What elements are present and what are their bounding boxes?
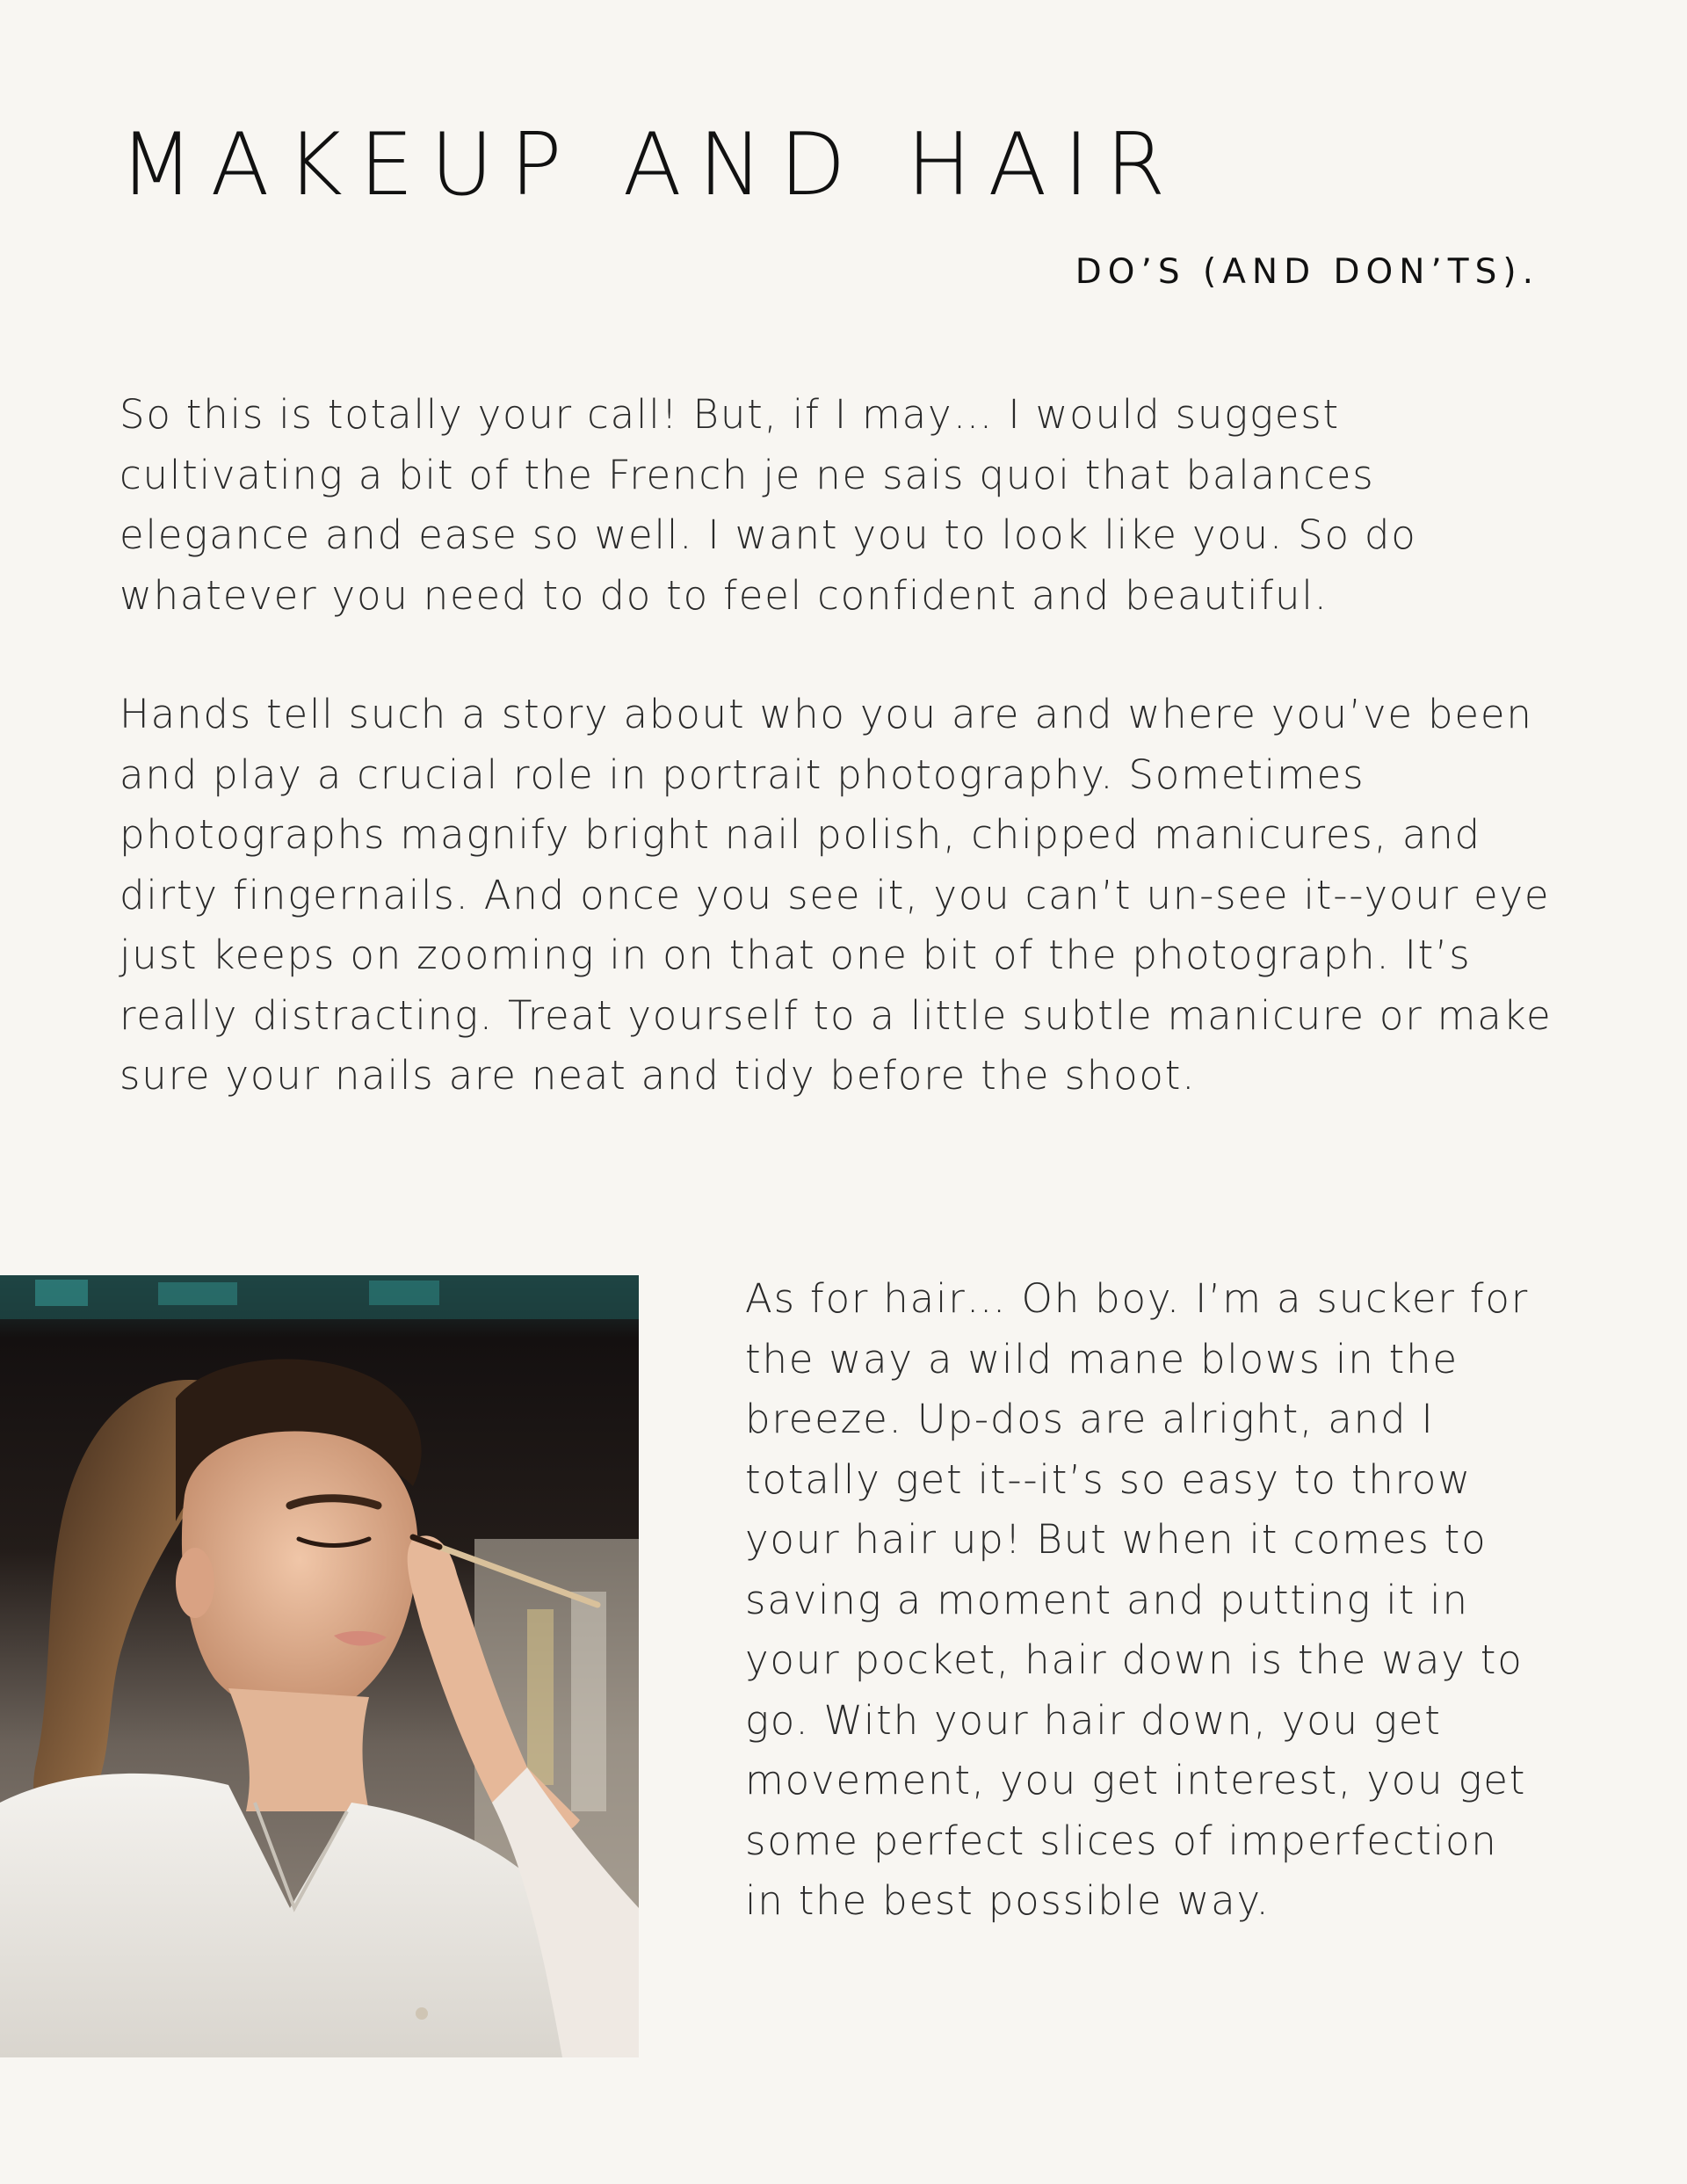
hands-paragraph: Hands tell such a story about who you are and where you’ve been and play a crucial role in portrait photography. Sometimes photographs magnify bright nail polish, chipped manicures, and dirty fingernails. And once you see it, you can’t un-see it--your eye just keeps on zooming in on that one bit of the photograph. It’s really distracting. Treat yourself to a little subtle manicure or make sure your nails are neat and tidy before the shoot. xyxy=(119,691,1553,1099)
intro-paragraph: So this is totally your call! But, if I may… I would suggest cultivating a bit of the French je ne sais quoi that balances elegance and ease so well. I want you to look like you. So do whatever you need to do to feel confident and beautiful. xyxy=(119,391,1417,619)
page-subtitle: DO’S (AND DON’TS). xyxy=(1075,252,1539,292)
makeup-photo xyxy=(0,1275,639,2057)
hair-paragraph: As for hair… Oh boy. I’m a sucker for the way a wild mane blows in the breeze. Up-dos are alright, and I totally get it--it’s so easy to throw your hair up! But when it comes to saving a moment and putting it in your pocket, hair down is the way to go. With your hair down, you get movement, you get interest, you get some perfect slices of imperfection in the best possible way. xyxy=(745,1275,1530,1924)
page-title: MAKEUP AND HAIR xyxy=(119,115,1183,215)
